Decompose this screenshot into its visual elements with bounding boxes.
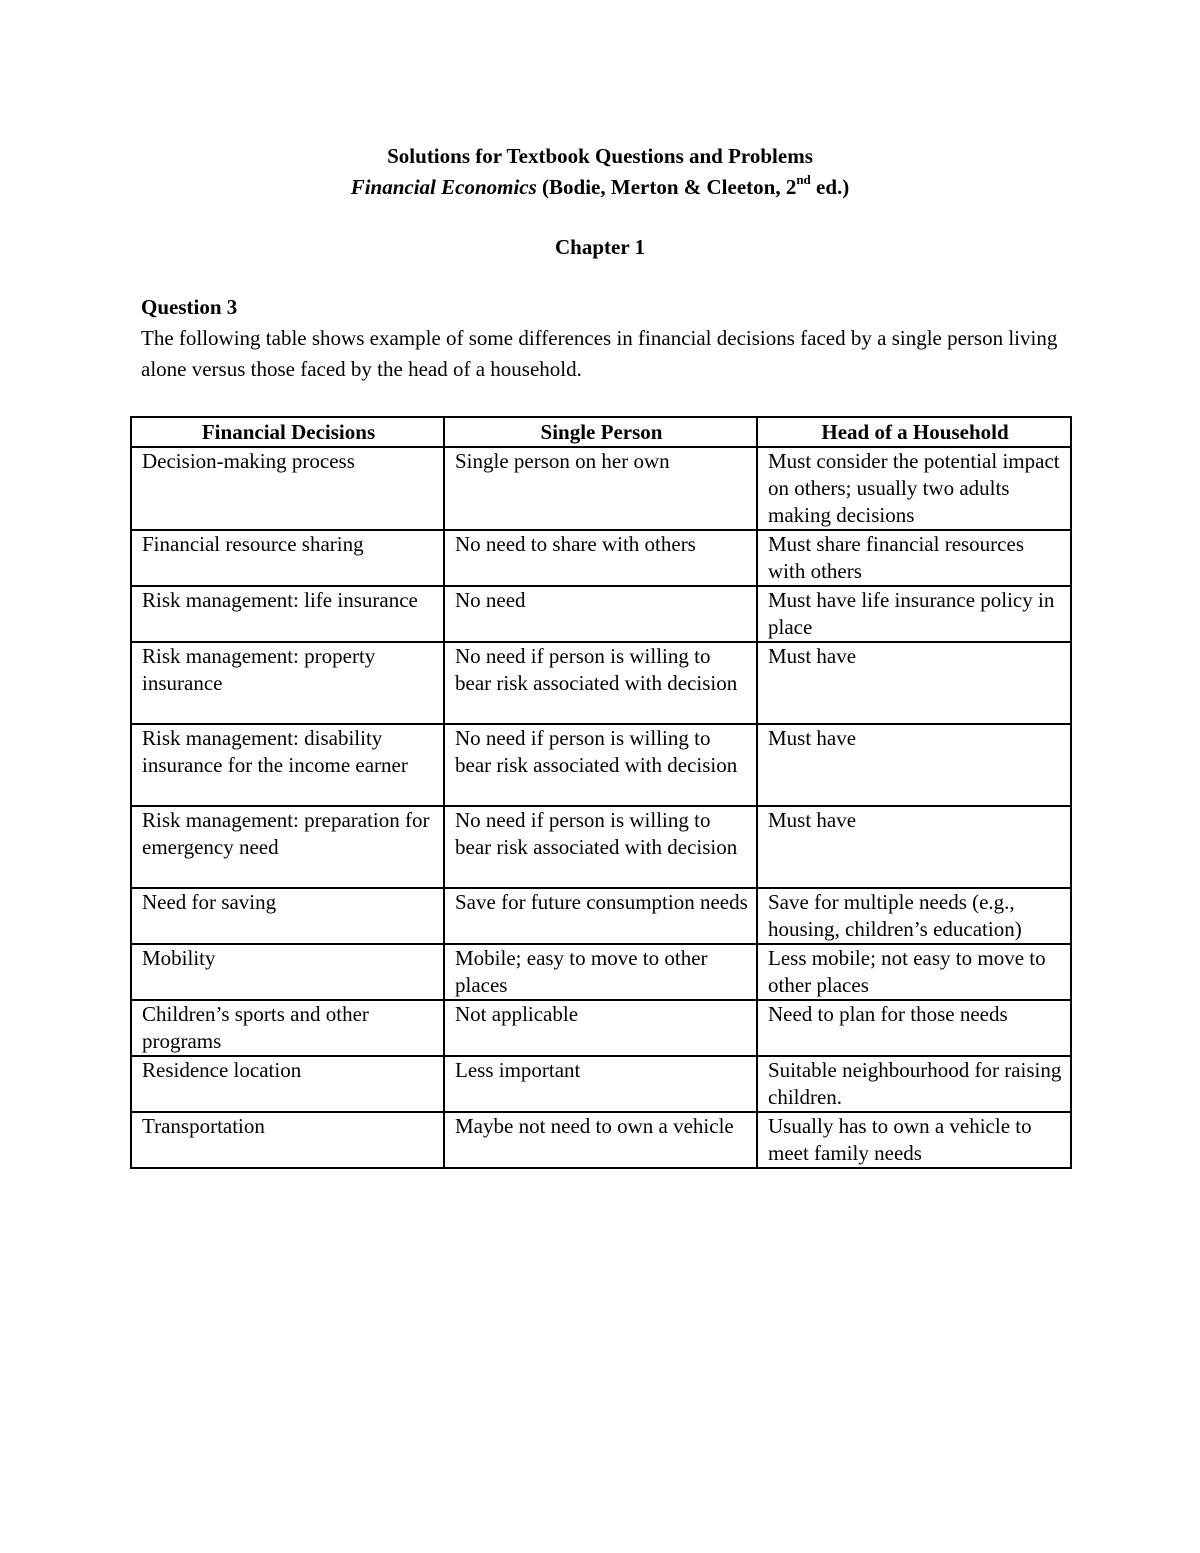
table-row (131, 724, 1071, 806)
column-header-single-person: Single Person (444, 417, 757, 447)
table-cell-single-person: No need if person is willing to bear risk associated with decision (444, 806, 757, 888)
chapter-heading: Chapter 1 (554, 235, 646, 259)
table-cell-decision: Mobility (131, 944, 444, 1000)
table-cell-single-person: No need to share with others (444, 530, 757, 586)
table-cell-single-person: Single person on her own (444, 447, 757, 530)
table-row (131, 944, 1071, 1000)
table-row (131, 530, 1071, 586)
table-row (131, 1112, 1071, 1168)
table-cell-head-of-household: Must have (757, 642, 1071, 724)
table-cell-head-of-household: Must have life insurance policy in place (757, 586, 1071, 642)
table-row (131, 586, 1071, 642)
question-heading: Question 3 (141, 295, 238, 319)
table-cell-single-person: Save for future consumption needs (444, 888, 757, 944)
table-cell-single-person: No need if person is willing to bear risk associated with decision (444, 642, 757, 724)
column-header-financial-decisions: Financial Decisions (131, 417, 444, 447)
table-body (131, 447, 1071, 1168)
table-header (131, 417, 1071, 447)
table-cell-single-person: No need if person is willing to bear risk associated with decision (444, 724, 757, 806)
table-row (131, 806, 1071, 888)
edition-suffix: ed.) (810, 175, 850, 199)
table-cell-single-person: Not applicable (444, 1000, 757, 1056)
column-header-head-of-household: Head of a Household (757, 417, 1071, 447)
comparison-table (130, 416, 1072, 1169)
table-row (131, 888, 1071, 944)
table-cell-head-of-household: Need to plan for those needs (757, 1000, 1071, 1056)
table-cell-single-person: Less important (444, 1056, 757, 1112)
book-authors: (Bodie, Merton & Cleeton, 2 (536, 175, 797, 199)
table-row (131, 642, 1071, 724)
table-cell-head-of-household: Suitable neighbourhood for raising children. (757, 1056, 1071, 1112)
table-cell-decision: Decision-making process (131, 447, 444, 530)
table-cell-decision: Children’s sports and other programs (131, 1000, 444, 1056)
table-cell-decision: Financial resource sharing (131, 530, 444, 586)
edition-superscript: nd (796, 172, 811, 187)
table-cell-decision: Risk management: preparation for emergency need (131, 806, 444, 888)
table-cell-decision: Risk management: life insurance (131, 586, 444, 642)
question-intro-text: The following table shows example of some differences in financial decisions faced by a single person living alone versus those faced by the head of a household. (141, 326, 1058, 381)
table-header-row (131, 417, 1071, 447)
document-title: Solutions for Textbook Questions and Problems (387, 144, 813, 168)
table-cell-head-of-household: Must have (757, 724, 1071, 806)
table-cell-head-of-household: Save for multiple needs (e.g., housing, children’s education) (757, 888, 1071, 944)
document-subtitle (0, 172, 1200, 202)
table-cell-decision: Risk management: property insurance (131, 642, 444, 724)
table-cell-single-person: Mobile; easy to move to other places (444, 944, 757, 1000)
table-cell-head-of-household: Must share financial resources with others (757, 530, 1071, 586)
table-cell-decision: Need for saving (131, 888, 444, 944)
book-title: Financial Economics (350, 175, 537, 199)
table-cell-head-of-household: Less mobile; not easy to move to other places (757, 944, 1071, 1000)
table-cell-single-person: Maybe not need to own a vehicle (444, 1112, 757, 1168)
table-cell-single-person: No need (444, 586, 757, 642)
table-cell-head-of-household: Usually has to own a vehicle to meet family needs (757, 1112, 1071, 1168)
table-row (131, 1000, 1071, 1056)
table-cell-head-of-household: Must consider the potential impact on others; usually two adults making decisions (757, 447, 1071, 530)
table-cell-decision: Transportation (131, 1112, 444, 1168)
table-cell-decision: Residence location (131, 1056, 444, 1112)
table-row (131, 447, 1071, 530)
table-cell-decision: Risk management: disability insurance for the income earner (131, 724, 444, 806)
table-row (131, 1056, 1071, 1112)
table-cell-head-of-household: Must have (757, 806, 1071, 888)
